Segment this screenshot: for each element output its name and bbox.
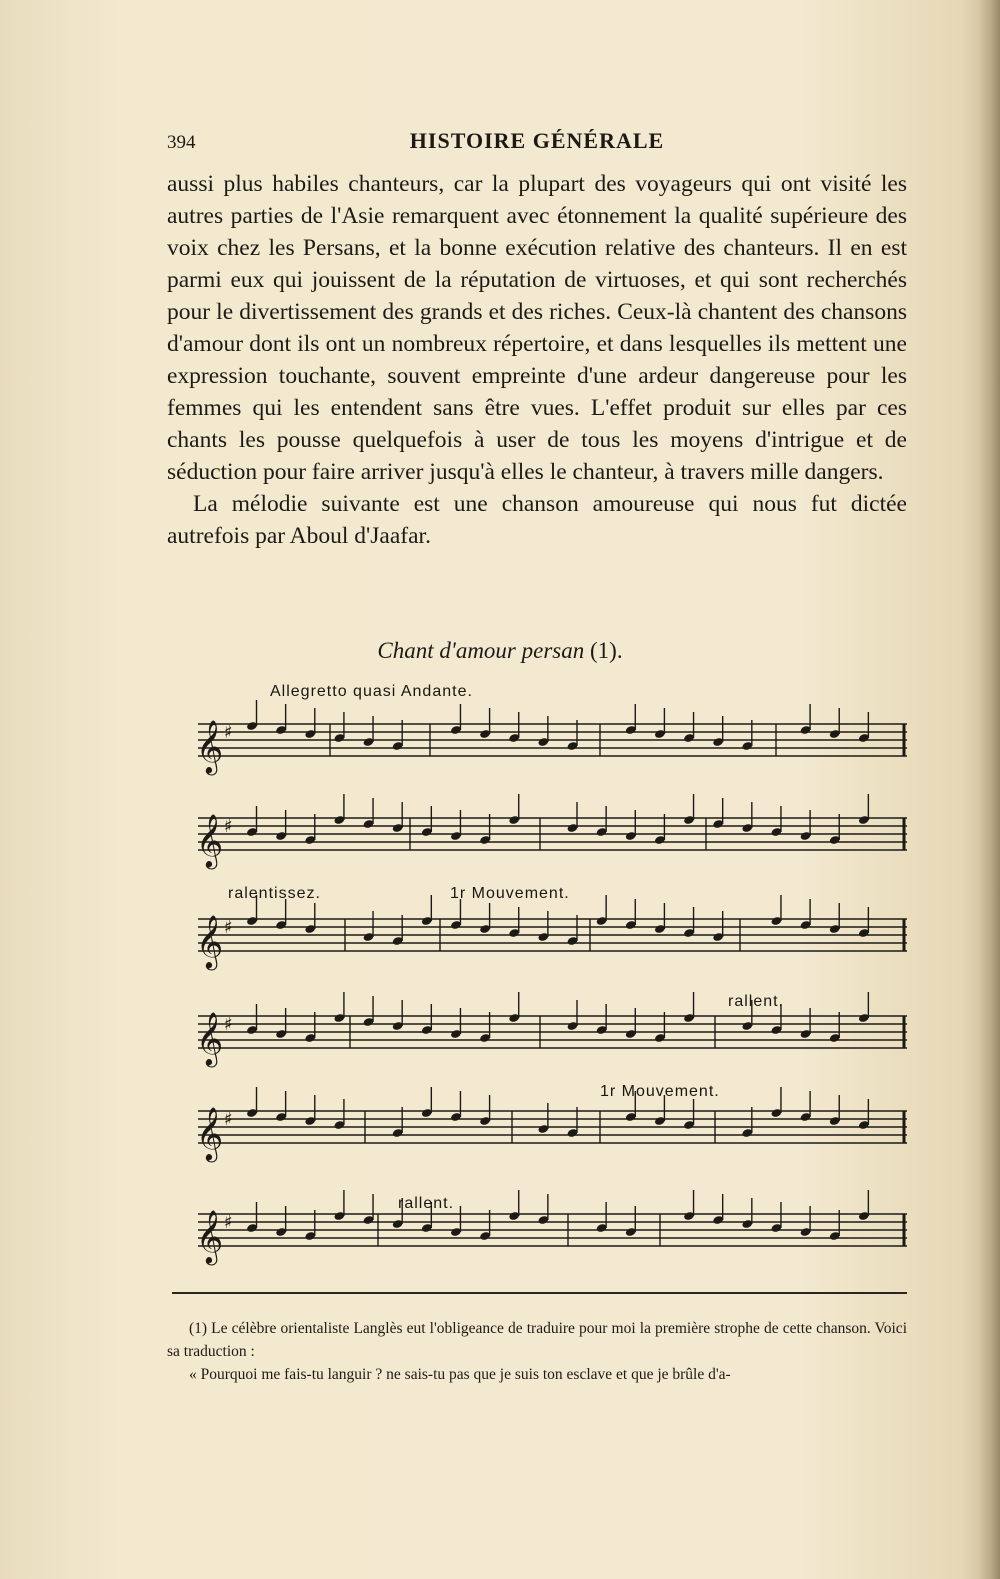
- tempo-mark-5: 1r Mouvement.: [600, 1083, 720, 1100]
- footnote: [167, 1317, 907, 1386]
- tempo-mark-4: rallent.: [728, 993, 785, 1010]
- running-title: HISTOIRE GÉNÉRALE: [409, 128, 665, 153]
- paragraph-2: La mélodie suivante est une chanson amoureuse qui nous fut dictée autrefois par Aboul d'Jaafar.: [167, 491, 907, 549]
- footnote-text: (1) Le célèbre orientaliste Langlès eut l'obligeance de traduire pour moi la première strophe de cette chanson. Voici sa traduction :: [167, 1320, 907, 1360]
- paragraph-1: aussi plus habiles chanteurs, car la plupart des voyageurs qui ont visité les autres parties de l'Asie remarquent avec étonnement la qualité supérieure des voix chez les Persans, et la bonne exécution relative des chanteurs. Il en est parmi eux qui jouissent de la réputation de virtuoses, et qui sont recherchés pour le divertissement des grands et des riches. Ceux-là chantent des chansons d'amour dont ils ont un nombreux répertoire, et dans lesquelles ils mettent une expression touchante, souvent empreinte d'une ardeur dangereuse pour les femmes qui les entendent sans être vues. L'effet produit sur elles par ces chants les pousse quelquefois à user de tous les moyens d'intrigue et de séduction pour faire arriver jusqu'à elles le chanteur, à travers mille dangers.: [167, 171, 907, 485]
- score-footnote-ref: (1).: [590, 638, 623, 663]
- tempo-mark-1: Allegretto quasi Andante.: [270, 683, 473, 700]
- treble-clef-icon: 𝄞: [196, 1106, 224, 1160]
- sharp-icon: ♯: [224, 1109, 233, 1130]
- treble-clef-icon: 𝄞: [196, 813, 224, 867]
- page-number: 394: [167, 132, 196, 153]
- sharp-icon: ♯: [224, 1212, 233, 1233]
- sharp-icon: ♯: [224, 917, 233, 938]
- score-title: Chant d'amour persan: [377, 638, 585, 663]
- footnote-quote: « Pourquoi me fais-tu languir ? ne sais-tu pas que je suis ton esclave et que je brûle d'a-: [189, 1366, 731, 1383]
- treble-clef-icon: 𝄞: [196, 1209, 224, 1263]
- footnote-rule: [172, 1292, 907, 1294]
- tempo-mark-3: 1r Mouvement.: [450, 885, 570, 902]
- treble-clef-icon: 𝄞: [196, 719, 224, 773]
- sharp-icon: ♯: [224, 816, 233, 837]
- sharp-icon: ♯: [224, 1014, 233, 1035]
- treble-clef-icon: 𝄞: [196, 914, 224, 968]
- treble-clef-icon: 𝄞: [196, 1011, 224, 1065]
- tempo-mark-6: rallent.: [398, 1195, 455, 1212]
- sharp-icon: ♯: [224, 722, 233, 743]
- tempo-mark-2: ralentissez.: [228, 885, 321, 902]
